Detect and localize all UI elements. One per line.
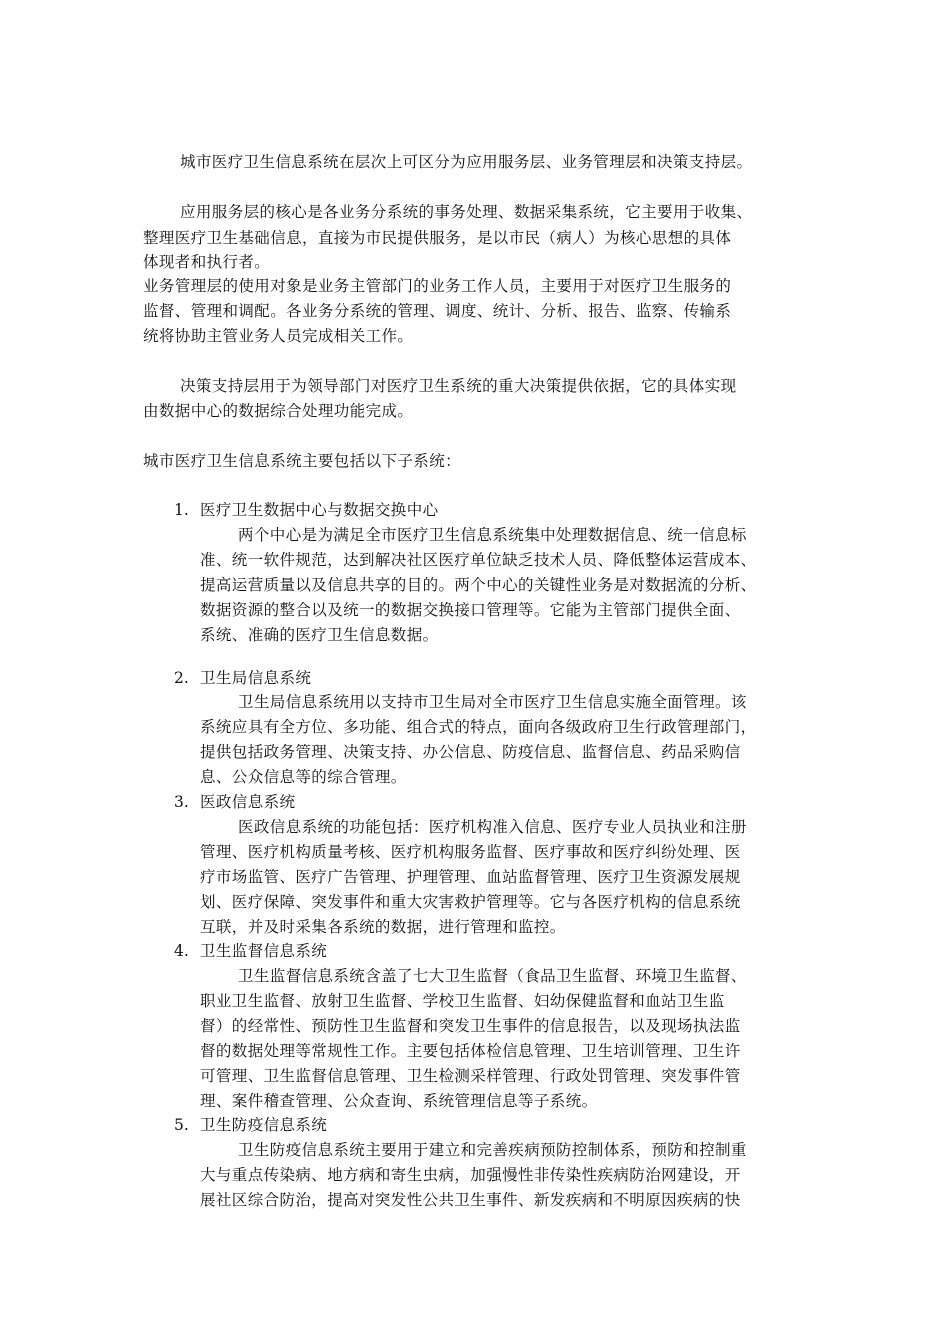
- intro-paragraph-2-line: 整理医疗卫生基础信息，直接为市民提供服务，是以市民（病人）为核心思想的具体: [143, 229, 732, 247]
- intro-paragraph-3-line: 业务管理层的使用对象是业务主管部门的业务工作人员，主要用于对医疗卫生服务的: [143, 277, 732, 295]
- list-item-body-line: 职业卫生监督、放射卫生监督、学校卫生监督、妇幼保健监督和血站卫生监: [200, 992, 725, 1010]
- intro-paragraph-5: 城市医疗卫生信息系统主要包括以下子系统：: [143, 452, 462, 470]
- intro-paragraph-4-line: 决策支持层用于为领导部门对医疗卫生系统的重大决策提供依据，它的具体实现: [180, 377, 737, 395]
- list-item-body-line: 提高运营质量以及信息共享的目的。两个中心的关键性业务是对数据流的分析、: [200, 576, 757, 594]
- list-item-body-line: 互联，并及时采集各系统的数据，进行管理和监控。: [200, 918, 566, 936]
- list-item-body-line: 展社区综合防治，提高对突发性公共卫生事件、新发疾病和不明原因疾病的快: [200, 1191, 741, 1209]
- intro-paragraph-4-line: 由数据中心的数据综合处理功能完成。: [143, 402, 414, 420]
- intro-paragraph-2-line: 应用服务层的核心是各业务分系统的事务处理、数据采集系统，它主要用于收集、: [180, 203, 753, 221]
- list-item-body-line: 疗市场监管、医疗广告管理、护理管理、血站监督管理、医疗卫生资源发展规: [200, 868, 741, 886]
- list-item-title: 医疗卫生数据中心与数据交换中心: [200, 501, 439, 519]
- intro-paragraph-3-line: 统将协助主管业务人员完成相关工作。: [143, 327, 414, 345]
- list-item-body-line: 系统、准确的医疗卫生信息数据。: [200, 626, 439, 644]
- list-item-body-line: 数据资源的整合以及统一的数据交换接口管理等。它能为主管部门提供全面、: [200, 601, 741, 619]
- list-item-number: 1.: [174, 501, 189, 519]
- list-item-body-line: 卫生防疫信息系统主要用于建立和完善疾病预防控制体系，预防和控制重: [238, 1141, 747, 1159]
- list-item-body-line: 管理、医疗机构质量考核、医疗机构服务监督、医疗事故和医疗纠纷处理、医: [200, 843, 741, 861]
- list-item-body-line: 息、公众信息等的综合管理。: [200, 768, 407, 786]
- intro-paragraph-2-line: 体现者和执行者。: [143, 253, 271, 271]
- list-item-body-line: 督的数据处理等常规性工作。主要包括体检信息管理、卫生培训管理、卫生许: [200, 1042, 741, 1060]
- list-item-body-line: 大与重点传染病、地方病和寄生虫病，加强慢性非传染性疾病防治网建设，开: [200, 1166, 741, 1184]
- list-item-body-line: 系统应具有全方位、多功能、组合式的特点，面向各级政府卫生行政管理部门，: [200, 718, 757, 736]
- list-item-body-line: 医政信息系统的功能包括：医疗机构准入信息、医疗专业人员执业和注册: [238, 818, 747, 836]
- list-item-title: 医政信息系统: [200, 793, 296, 811]
- list-item-body-line: 卫生监督信息系统含盖了七大卫生监督（食品卫生监督、环境卫生监督、: [238, 967, 747, 985]
- list-item-body-line: 理、案件稽查管理、公众查询、系统管理信息等子系统。: [200, 1092, 598, 1110]
- list-item-body-line: 两个中心是为满足全市医疗卫生信息系统集中处理数据信息、统一信息标: [238, 526, 747, 544]
- list-item-number: 5.: [174, 1116, 189, 1134]
- list-item-body-line: 督）的经常性、预防性卫生监督和突发卫生事件的信息报告，以及现场执法监: [200, 1017, 741, 1035]
- list-item-title: 卫生监督信息系统: [200, 942, 328, 960]
- list-item-number: 3.: [174, 793, 189, 811]
- list-item-body-line: 卫生局信息系统用以支持市卫生局对全市医疗卫生信息实施全面管理。该: [238, 693, 747, 711]
- intro-paragraph-1: 城市医疗卫生信息系统在层次上可区分为应用服务层、业务管理层和决策支持层。: [180, 153, 753, 171]
- list-item-title: 卫生防疫信息系统: [200, 1116, 328, 1134]
- intro-paragraph-3-line: 监督、管理和调配。各业务分系统的管理、调度、统计、分析、报告、监察、传输系: [143, 302, 732, 320]
- list-item-number: 2.: [174, 669, 189, 687]
- list-item-body-line: 可管理、卫生监督信息管理、卫生检测采样管理、行政处罚管理、突发事件管: [200, 1067, 741, 1085]
- list-item-body-line: 准、统一软件规范，达到解决社区医疗单位缺乏技术人员、降低整体运营成本、: [200, 551, 757, 569]
- list-item-body-line: 提供包括政务管理、决策支持、办公信息、防疫信息、监督信息、药品采购信: [200, 743, 741, 761]
- list-item-body-line: 划、医疗保障、突发事件和重大灾害救护管理等。它与各医疗机构的信息系统: [200, 893, 741, 911]
- list-item-title: 卫生局信息系统: [200, 669, 312, 687]
- list-item-number: 4.: [174, 942, 189, 960]
